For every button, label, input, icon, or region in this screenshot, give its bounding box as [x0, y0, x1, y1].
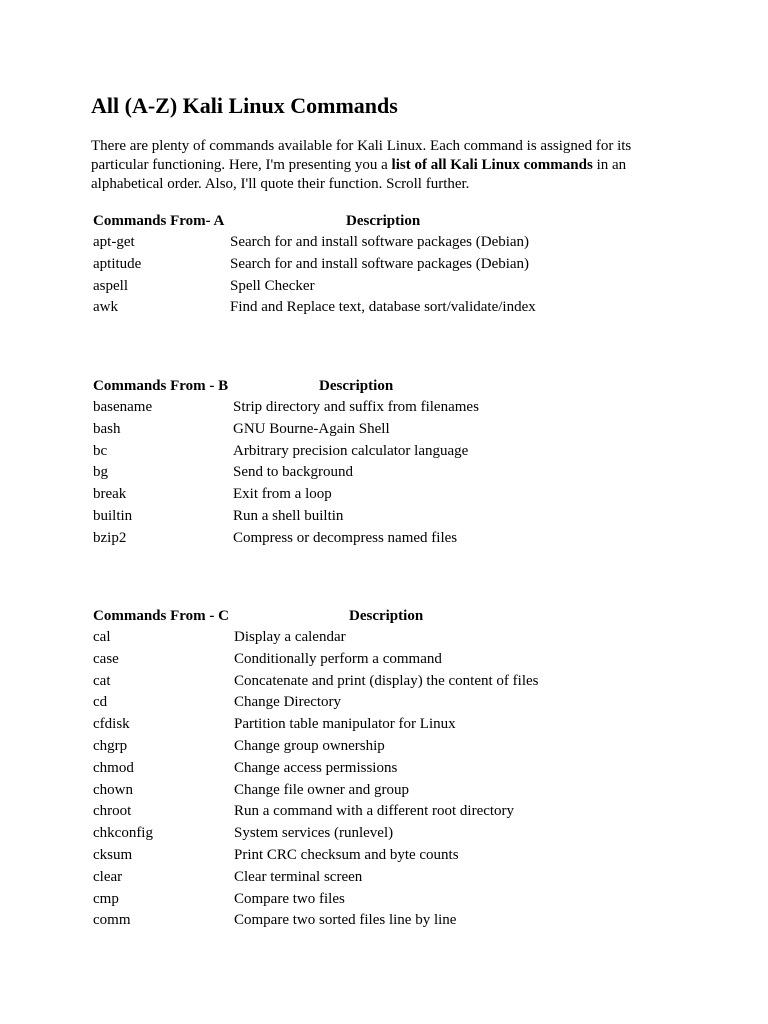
command-description: Compare two files	[234, 890, 345, 907]
section-header	[0, 605, 768, 627]
command-name: break	[93, 486, 127, 503]
command-row	[0, 801, 768, 823]
command-name: aspell	[93, 277, 128, 294]
command-row	[0, 528, 768, 550]
command-name: awk	[93, 299, 118, 316]
commands-column-header: Commands From- A	[93, 213, 225, 229]
command-name: basename	[93, 399, 153, 415]
command-row	[0, 867, 768, 889]
section-header	[0, 375, 768, 397]
command-row	[0, 232, 768, 254]
command-row	[0, 276, 768, 298]
command-row	[0, 758, 768, 780]
command-row	[0, 506, 768, 528]
command-description: System services (runlevel)	[234, 825, 394, 842]
command-description: Print CRC checksum and byte counts	[234, 846, 459, 863]
command-name: apt-get	[93, 234, 135, 250]
command-description: Partition table manipulator for Linux	[234, 716, 456, 733]
command-description: Change Directory	[234, 694, 342, 711]
command-name: cfdisk	[93, 716, 130, 733]
command-description: Find and Replace text, database sort/validate/index	[230, 299, 536, 316]
description-column-header: Description	[346, 213, 421, 229]
command-name: chgrp	[93, 737, 128, 754]
command-name: bash	[93, 420, 121, 437]
command-row	[0, 627, 768, 649]
command-row	[0, 441, 768, 463]
command-name: cksum	[93, 846, 133, 863]
command-description: Display a calendar	[234, 629, 346, 645]
command-description: Arbitrary precision calculator language	[233, 442, 469, 459]
command-description: Exit from a loop	[233, 486, 332, 503]
intro-paragraph	[91, 137, 691, 194]
command-name: builtin	[93, 507, 133, 524]
command-description: Clear terminal screen	[234, 868, 363, 885]
command-row	[0, 714, 768, 736]
command-description: Search for and install software packages (Debian)	[230, 255, 530, 272]
command-description: Conditionally perform a command	[234, 650, 442, 667]
command-description: Run a command with a different root directory	[234, 803, 515, 820]
command-row	[0, 910, 768, 932]
command-row	[0, 297, 768, 319]
command-name: cat	[93, 672, 111, 689]
description-column-header: Description	[349, 608, 424, 624]
command-name: chmod	[93, 759, 134, 776]
command-row	[0, 845, 768, 867]
command-description: Search for and install software packages (Debian)	[230, 234, 530, 250]
command-name: bg	[93, 464, 108, 481]
command-row	[0, 823, 768, 845]
command-row	[0, 736, 768, 758]
command-description: Run a shell builtin	[233, 507, 344, 524]
command-name: comm	[93, 912, 131, 929]
command-description: GNU Bourne-Again Shell	[233, 420, 390, 437]
command-row	[0, 419, 768, 441]
command-name: cd	[93, 694, 108, 711]
commands-list	[0, 397, 768, 550]
command-name: bc	[93, 442, 108, 459]
commands-column-header: Commands From - C	[93, 608, 229, 624]
intro-text-start: There are plenty of commands available for Kali Linux. Each command is assigned for its particular functioning. Here, I'm presenting you a	[91, 138, 632, 173]
command-name: case	[93, 650, 119, 667]
command-row	[0, 649, 768, 671]
command-row	[0, 254, 768, 276]
command-row	[0, 780, 768, 802]
description-column-header: Description	[319, 378, 394, 394]
command-name: cmp	[93, 890, 119, 907]
command-row	[0, 671, 768, 693]
command-description: Concatenate and print (display) the content of files	[234, 672, 539, 689]
section-header	[0, 210, 768, 232]
command-name: cal	[93, 629, 111, 645]
command-name: chroot	[93, 803, 132, 820]
command-row	[0, 484, 768, 506]
command-description: Change group ownership	[234, 737, 385, 754]
intro-text-end: in an alphabetical order. Also, I'll quote their function. Scroll further.	[91, 157, 627, 192]
command-description: Strip directory and suffix from filenames	[233, 399, 479, 415]
command-row	[0, 397, 768, 419]
command-description: Compress or decompress named files	[233, 529, 458, 546]
command-name: chown	[93, 781, 133, 798]
intro-bold-text: list of all Kali Linux commands	[391, 157, 593, 173]
command-row	[0, 889, 768, 911]
command-row	[0, 692, 768, 714]
command-name: chkconfig	[93, 825, 153, 842]
command-name: bzip2	[93, 529, 127, 546]
command-name: clear	[93, 868, 123, 885]
command-description: Compare two sorted files line by line	[234, 912, 457, 929]
command-description: Change access permissions	[234, 759, 398, 776]
command-row	[0, 462, 768, 484]
command-description: Change file owner and group	[234, 781, 409, 798]
command-description: Spell Checker	[230, 277, 315, 294]
commands-list	[0, 232, 768, 319]
commands-list	[0, 627, 768, 932]
page-title: All (A-Z) Kali Linux Commands	[91, 93, 398, 118]
commands-column-header: Commands From - B	[93, 378, 229, 394]
command-name: aptitude	[93, 255, 142, 272]
command-description: Send to background	[233, 464, 353, 481]
